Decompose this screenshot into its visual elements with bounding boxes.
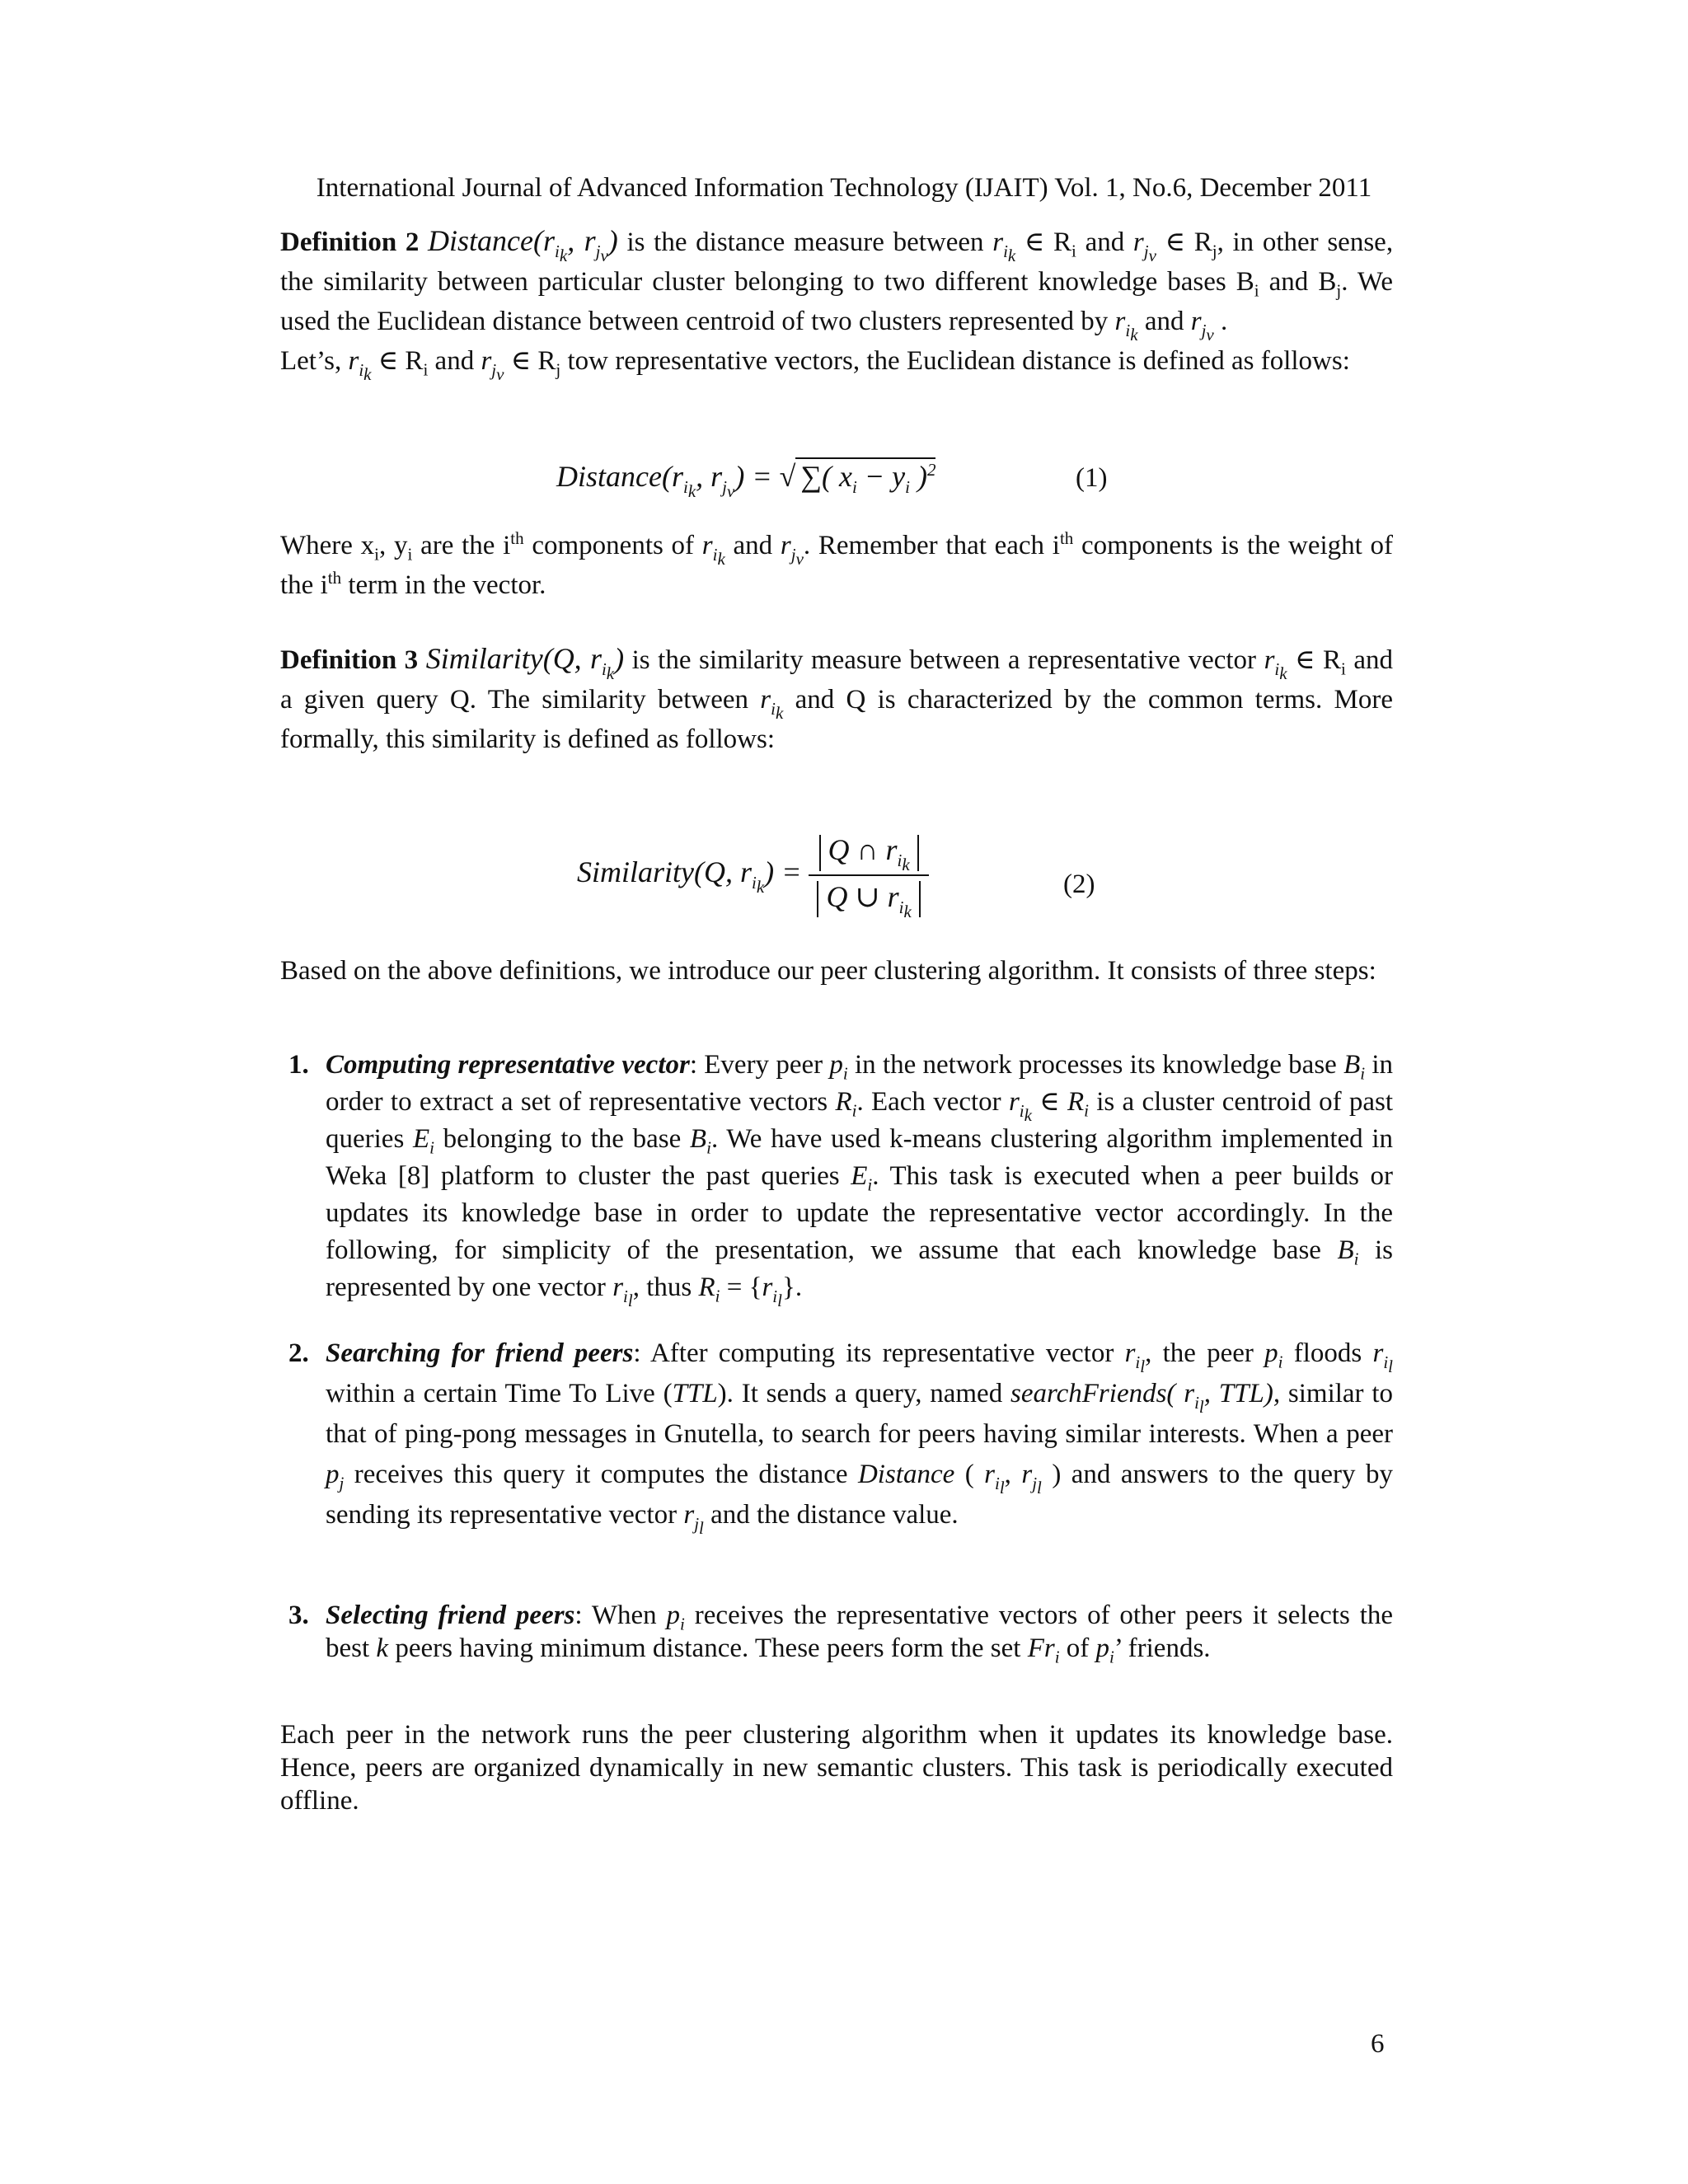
step-3-text-4: peers having minimum distance. These peers form the set <box>395 1633 1021 1663</box>
where-text-h: term in the vector. <box>348 570 546 600</box>
step-2-number: 2. <box>288 1338 309 1368</box>
where-paragraph: Where $x_i$, $y_i$ are the $i^{th}$ components of $r_{i_k}$ and $r_{j_v}$. Remember that each $i^{th}$ components is the weight of the $i^{th}$ term in the vector. <box>280 528 1394 600</box>
step-2-text-5: TTL <box>672 1379 718 1408</box>
step-1-text-9: is represented by one vector <box>326 1235 1394 1302</box>
def3-text-1: is the similarity measure between a representative vector <box>631 645 1257 675</box>
step-2-text-12: and answers to the query by sending its representative vector <box>326 1460 1393 1530</box>
definition-2: Definition 2 $Distance(r_{i_k}$, $r_{j_v}$) is the distance measure between $r_{i_k}$ ∈ $R_i$ and $r_{j_v}$ ∈ $R_j$, in other sense, the similarity between particular cluster belonging to two different knowledge bases $B_i$ and $B_j$. We used the Euclidean distance between centroid of two clusters represented by $r_{i_k}$ and $r_{j_v}$ . Let’s, $r_{i_k}$ ∈ $R_i$ and $r_{j_v}$ ∈ $R_j$ tow representative vectors, the Euclidean distance is defined as follows: <box>280 224 1394 384</box>
step-3-text-1: : When <box>574 1601 657 1630</box>
journal-header: International Journal of Advanced Information Technology (IJAIT) Vol. 1, No.6, December 2011 <box>316 173 1372 203</box>
step-3-text-6: ’ friends. <box>1114 1633 1211 1663</box>
step-3-title: Selecting friend peers <box>326 1601 575 1630</box>
step-1-title: Computing representative vector <box>326 1050 690 1080</box>
closing-paragraph: Each peer in the network runs the peer clustering algorithm when it updates its knowledge base. Hence, peers are organized dynamically in new semantic clusters. This task is periodically executed offline. <box>280 1720 1393 1816</box>
step-2-text-4: within a certain Time To Live ( <box>326 1379 673 1408</box>
step-3-number: 3. <box>288 1601 309 1630</box>
step-1-text-6: belonging to the base <box>443 1124 682 1154</box>
def2-text-3: sense, the similarity between particular cluster belonging to two different knowledge bases B <box>280 227 1394 297</box>
step-2-text-13: and the distance value. <box>710 1500 959 1530</box>
intro-paragraph: Based on the above definitions, we introduce our peer clustering algorithm. It consists of three steps: <box>280 956 1376 986</box>
def2-text-1: is the distance measure between <box>626 227 984 257</box>
def3-text-4: terms. More formally, this similarity is defined as follows: <box>280 685 1393 754</box>
where-text-e: . Remember that each i <box>803 531 1060 560</box>
eq1-lhs: Distance <box>556 460 662 493</box>
step-2-text-2: , the peer <box>1145 1338 1254 1368</box>
where-text-g: weight of the i <box>280 531 1394 600</box>
eq2-lhs: Similarity <box>577 855 694 888</box>
def2-text-2: in other <box>1232 227 1319 257</box>
step-2-text-6: ). It sends a query, named <box>717 1379 1003 1408</box>
step-2-text-7: searchFriends( <box>1010 1379 1176 1408</box>
step-1-text-7: . We have used k-means clustering algorithm implemented in Weka [8] platform to cluster the past queries <box>326 1124 1394 1191</box>
step-1-text-10: , thus <box>632 1272 692 1302</box>
step-2-title: Searching for friend peers <box>326 1338 634 1368</box>
definition-2-label: Definition 2 <box>280 227 420 257</box>
step-1-text-8: . This task is executed when a peer builds or updates its knowledge base in order to update the representative vector accordingly. In the following, for simplicity of the presentation, we assume that each knowledge base <box>326 1161 1394 1265</box>
step-3: 3. Selecting friend peers: When $p_i$ receives the representative vectors of other peers it selects the best k peers having minimum distance. These peers form the set $Fr_i$ of $p_i$’ friends. <box>288 1601 1394 1667</box>
equation-1-number: (1) <box>1076 463 1108 493</box>
def2-text-5: Let’s, <box>280 346 342 376</box>
step-1-text-5: is a cluster centroid of past queries <box>326 1087 1394 1154</box>
equation-1: $Distance(r_{i_k}$, $r_{j_v}$) = √ ∑( $x_i - y_i$ )$^2$ <box>556 457 935 494</box>
where-text-c: are the i <box>420 531 511 560</box>
step-2-text-11: Distance <box>857 1460 955 1489</box>
where-text-f: components is the <box>1081 531 1281 560</box>
step-3-text-5: of <box>1066 1633 1090 1663</box>
step-1-text-1: : Every peer <box>689 1050 823 1080</box>
definition-3-label: Definition 3 <box>280 645 419 675</box>
def2-text-3b: and <box>1268 267 1309 297</box>
where-text-a: Where x <box>280 531 375 560</box>
where-text-b: , y <box>379 531 408 560</box>
step-1: 1. Computing representative vector: Every peer $p_i$ in the network processes its knowledge base $B_i$ in order to extract a set of representative vectors $R_i$. Each vector $r_{i_k}$ ∈ $R_i$ is a cluster centroid of past queries $E_i$ belonging to the base $B_i$. We have used k-means clustering algorithm implemented in Weka [8] platform to cluster the past queries $E_i$. This task is executed when a peer builds or updates its knowledge base in order to update the representative vector accordingly. In the following, for simplicity of the presentation, we assume that each knowledge base $B_i$ is represented by one vector $r_{i_l}$, thus $R_i = \{r_{i_l}\}$. <box>326 1047 1393 1306</box>
equation-2: Similarity(Q, $r_{i_k}$) = $\frac{Q \cap r_{i_k}}{Q \cup r_{i_k}}$ <box>577 832 929 917</box>
step-2-text-1: : After computing its representative vector <box>633 1338 1114 1368</box>
step-2-text-3: floods <box>1293 1338 1362 1368</box>
def2-text-7: follows: <box>1260 346 1350 376</box>
step-2-text-8: , TTL), <box>1203 1379 1281 1408</box>
page-number: 6 <box>1371 2029 1385 2059</box>
equation-2-number: (2) <box>1063 869 1095 899</box>
step-1-text-2: in the network processes its knowledge base <box>855 1050 1337 1080</box>
def2-text-4: We used the Euclidean distance between centroid of two clusters represented by <box>280 267 1394 336</box>
def2-text-6: tow representative vectors, the Euclidean distance is defined as <box>567 346 1254 376</box>
def2-and: and <box>1085 227 1125 257</box>
definition-3: Definition 3 Similarity(Q, $r_{i_k}$) is the similarity measure between a representative vector $r_{i_k}$ ∈ $R_i$ and a given query Q. The similarity between $r_{i_k}$ and Q is characterized by the common terms. More formally, this similarity is defined as follows: <box>280 642 1394 754</box>
step-1-text-3: in order to extract a set of representative vectors <box>326 1050 1394 1117</box>
step-3-text-3: k <box>376 1633 389 1663</box>
where-text-d: components of <box>532 531 695 560</box>
step-3-text-2: receives the representative vectors of other peers it selects the best <box>326 1601 1394 1663</box>
step-1-number: 1. <box>288 1050 309 1080</box>
step-2-text-9: similar to that of ping-pong messages in Gnutella, to search for peers having similar interests. When a peer <box>326 1379 1394 1449</box>
step-2-text-10: receives this query it computes the distance <box>354 1460 848 1489</box>
def3-text-2: and a given query Q. The similarity between <box>280 645 1394 715</box>
def3-text-3: and Q is characterized by the common <box>795 685 1244 715</box>
step-1-text-4: . Each vector <box>856 1087 1001 1117</box>
step-2: 2. Searching for friend peers: After computing its representative vector $r_{i_l}$, the peer $p_i$ floods $r_{i_l}$ within a certain Time To Live (TTL). It sends a query, named searchFriends( $r_{i_l}$, TTL), similar to that of ping-pong messages in Gnutella, to search for peers having similar interests. When a peer $p_j$ receives this query it computes the distance Distance ( $r_{i_l}$, $r_{j_l}$ ) and answers to the query by sending its representative vector $r_{j_l}$ and the distance value. <box>326 1333 1393 1535</box>
